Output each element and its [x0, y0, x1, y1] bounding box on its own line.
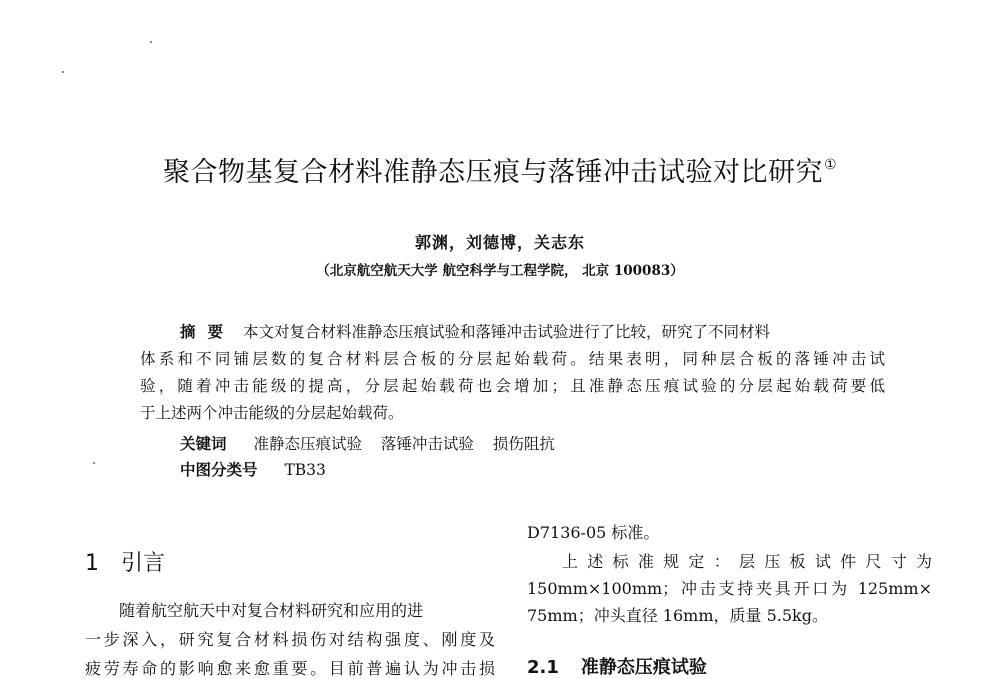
subsection-number: 2.1 [527, 657, 559, 678]
abstract-line-1 [180, 320, 885, 342]
keyword-item: 准静态压痕试验 [253, 435, 362, 453]
classification-label: 中图分类号 [180, 461, 258, 479]
body-line: 一步深入，研究复合材料损伤对结构强度、刚度及 [85, 630, 495, 649]
keywords-label: 关键词 [180, 435, 227, 453]
scan-speck [93, 462, 95, 464]
section-number: 1 [85, 551, 99, 576]
paper-title-text: 聚合物基复合材料准静态压痕与落锤冲击试验对比研究 [162, 157, 823, 188]
subsection-heading [527, 653, 707, 679]
section-heading [85, 546, 165, 577]
keyword-item: 落锤冲击试验 [380, 435, 474, 453]
subsection-title: 准静态压痕试验 [580, 657, 707, 678]
abstract-line-3: 验，随着冲击能级的提高，分层起始载荷也会增加；且准静态压痕试验的分层起始载荷要低 [140, 377, 885, 395]
abstract-line-4: 于上述两个冲击能级的分层起始载荷。 [140, 404, 404, 422]
body-line: 疲劳寿命的影响愈来愈重要。目前普遍认为冲击损 [85, 659, 495, 678]
body-line: 150mm×100mm；冲击支持夹具开口为 125mm× [527, 579, 932, 598]
section-title: 引言 [121, 551, 166, 576]
author-list: 郭渊，刘德博，关志东 [414, 233, 585, 252]
paper-title [0, 150, 1000, 189]
classification-line [180, 458, 326, 480]
title-footnote-mark: ① [823, 157, 838, 173]
body-line: 上述标准规定：层压板试件尺寸为 [562, 552, 932, 571]
keywords-line [180, 432, 569, 454]
scan-speck [150, 41, 152, 43]
classification-code: TB33 [284, 461, 326, 479]
author-affiliation: （北京航空航天大学 航空科学与工程学院， 北京 100083） [316, 263, 684, 279]
keyword-item: 损伤阻抗 [492, 435, 555, 453]
abstract-text-1: 本文对复合材料准静态压痕试验和落锤冲击试验进行了比较，研究了不同材料 [243, 323, 771, 341]
body-line: 75mm；冲头直径 16mm，质量 5.5kg。 [527, 606, 828, 625]
abstract-line-2: 体系和不同铺层数的复合材料层合板的分层起始载荷。结果表明，同种层合板的落锤冲击试 [140, 350, 885, 368]
abstract-label: 摘要 [180, 323, 236, 341]
body-line: D7136-05 标准。 [527, 523, 660, 542]
scan-speck [62, 71, 64, 73]
body-line: 随着航空航天中对复合材料研究和应用的进 [119, 601, 424, 620]
